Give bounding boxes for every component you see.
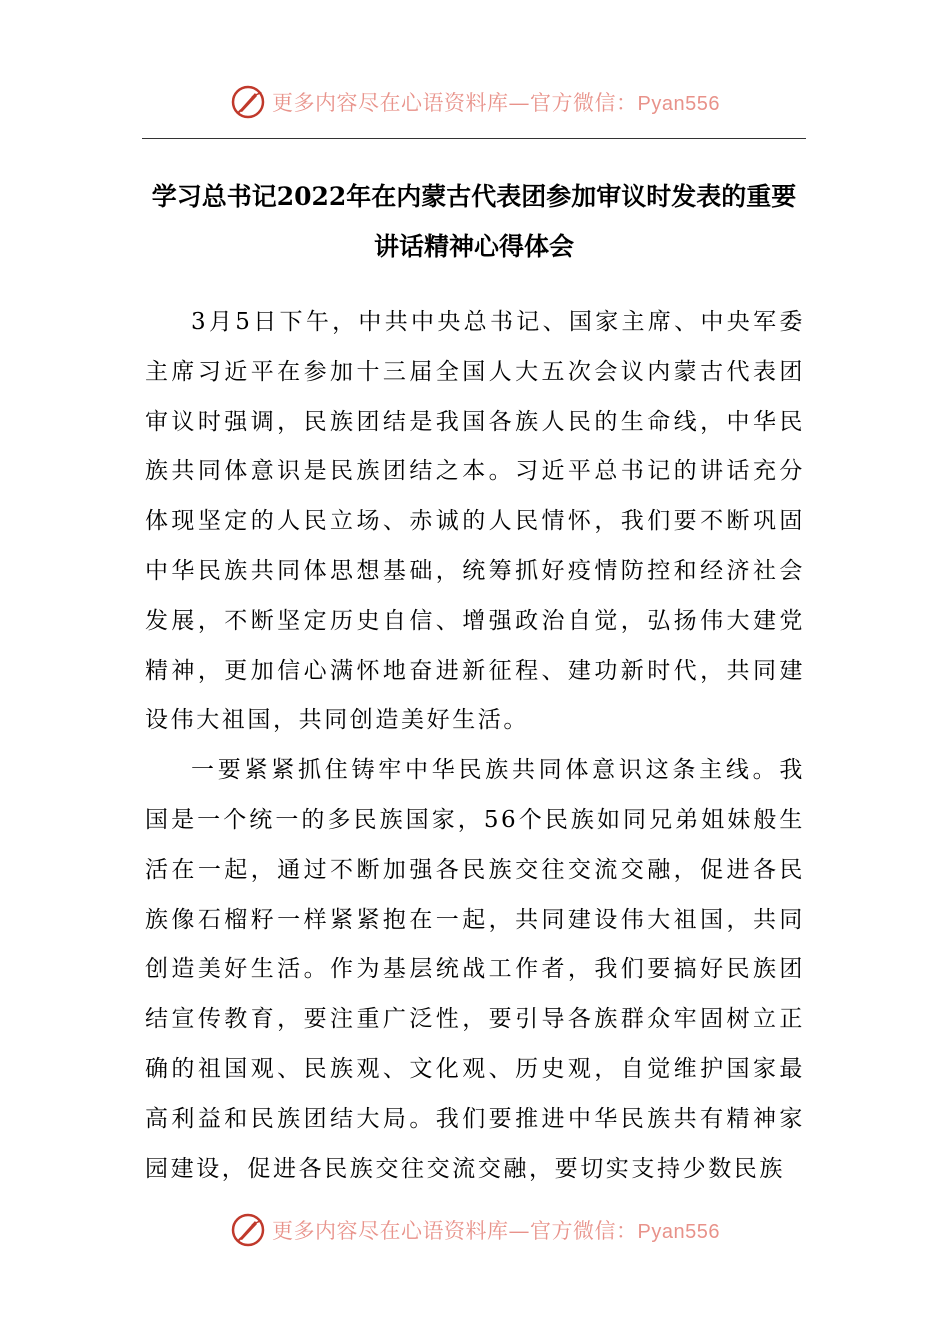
paragraph-1: 3月5日下午，中共中央总书记、国家主席、中央军委主席习近平在参加十三届全国人大五次会议内蒙古代表团审议时强调，民族团结是我国各族人民的生命线，中华民族共同体意识是民族团结之本。习近平总书记的讲话充分体现坚定的人民立场、赤诚的人民情怀，我们要不断巩固中华民族共同体思想基础，统筹抓好疫情防控和经济社会发展，不断坚定历史自信、增强政治自觉，弘扬伟大建党精神，更加信心满怀地奋进新征程、建功新时代，共同建设伟大祖国，共同创造美好生活。 [145, 309, 805, 734]
watermark-text: 更多内容尽在心语资料库—官方微信：Pyan556 [272, 1219, 720, 1243]
watermark-text: 更多内容尽在心语资料库—官方微信：Pyan556 [272, 91, 720, 115]
quill-logo-icon [230, 1212, 266, 1248]
header-watermark [0, 82, 950, 122]
paragraph-2: 一要紧紧抓住铸牢中华民族共同体意识这条主线。我国是一个统一的多民族国家，56个民族如同兄弟姐妹般生活在一起，通过不断加强各民族交往交流交融，促进各民族像石榴籽一样紧紧抱在一起，共同建设伟大祖国，共同创造美好生活。作为基层统战工作者，我们要搞好民族团结宣传教育，要注重广泛性，要引导各族群众牢固树立正确的祖国观、民族观、文化观、历史观，自觉维护国家最高利益和民族团结大局。我们要推进中华民族共有精神家园建设，促进各民族交往交流交融，要切实支持少数民族 [145, 757, 805, 1182]
document-title [142, 172, 806, 272]
quill-logo-icon [230, 84, 266, 120]
document-body [145, 298, 805, 1194]
header-divider [142, 138, 806, 139]
title-line-1: 学习总书记2022年在内蒙古代表团参加审议时发表的重要 [151, 182, 797, 211]
footer-watermark [0, 1210, 950, 1250]
title-line-2: 讲话精神心得体会 [373, 232, 574, 261]
